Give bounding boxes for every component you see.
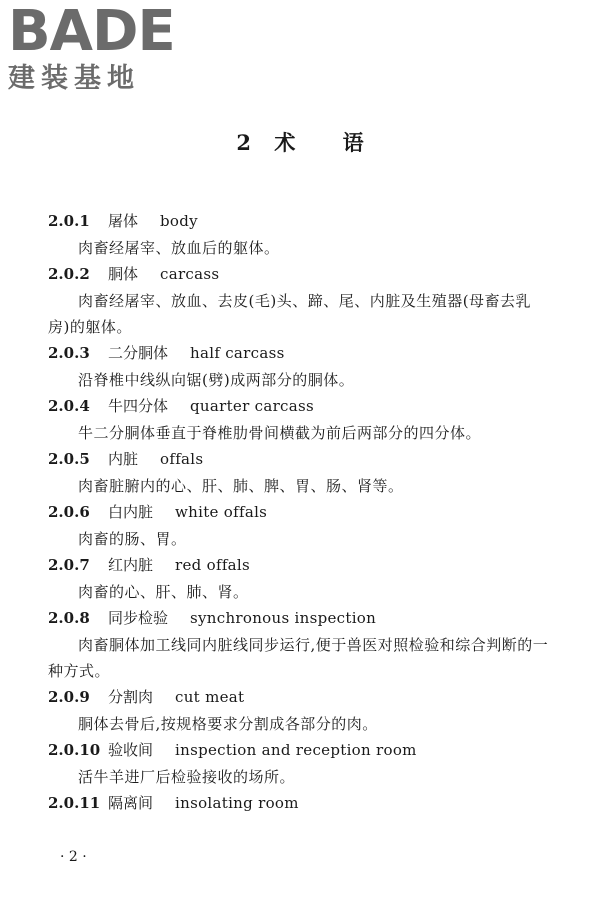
term-number: 2.0.10 bbox=[48, 741, 101, 759]
term-definition-text: 沿脊椎中线纵向锯(劈)成两部分的胴体。 bbox=[78, 371, 355, 389]
term-chinese: 同步检验 bbox=[108, 609, 169, 627]
term-english: inspection and reception room bbox=[175, 741, 417, 759]
term-number: 2.0.6 bbox=[48, 503, 90, 521]
term-entry-heading bbox=[0, 393, 600, 420]
page-number: · 2 · bbox=[60, 849, 87, 865]
term-english: half carcass bbox=[190, 344, 285, 362]
brand-logo bbox=[8, 0, 178, 96]
term-entry-heading bbox=[0, 790, 600, 817]
term-chinese: 屠体 bbox=[108, 212, 139, 230]
term-chinese: 胴体 bbox=[108, 265, 139, 283]
term-definition bbox=[0, 632, 600, 684]
term-entry-heading bbox=[0, 737, 600, 764]
term-chinese: 验收间 bbox=[108, 741, 154, 759]
term-english: cut meat bbox=[175, 688, 245, 706]
term-definition bbox=[0, 235, 600, 261]
term-chinese: 二分胴体 bbox=[108, 344, 169, 362]
term-entry-heading bbox=[0, 499, 600, 526]
term-definition-text: 活牛羊进厂后检验接收的场所。 bbox=[78, 768, 296, 786]
term-entry-heading bbox=[0, 261, 600, 288]
chapter-title-word-2: 语 bbox=[342, 130, 364, 155]
chapter-number: 2 bbox=[236, 130, 251, 155]
term-definition-text: 胴体去骨后,按规格要求分割成各部分的肉。 bbox=[78, 715, 378, 733]
term-english: quarter carcass bbox=[190, 397, 314, 415]
term-chinese: 隔离间 bbox=[108, 794, 154, 812]
term-number: 2.0.11 bbox=[48, 794, 101, 812]
term-english: carcass bbox=[160, 265, 220, 283]
term-number: 2.0.7 bbox=[48, 556, 90, 574]
term-english: synchronous inspection bbox=[190, 609, 377, 627]
term-definition bbox=[0, 526, 600, 552]
term-number: 2.0.5 bbox=[48, 450, 90, 468]
term-definition bbox=[0, 579, 600, 605]
term-definition bbox=[0, 420, 600, 446]
term-list bbox=[0, 208, 600, 817]
term-chinese: 分割肉 bbox=[108, 688, 154, 706]
term-definition bbox=[0, 764, 600, 790]
term-number: 2.0.8 bbox=[48, 609, 90, 627]
term-chinese: 内脏 bbox=[108, 450, 139, 468]
term-entry-heading bbox=[0, 208, 600, 235]
term-number: 2.0.9 bbox=[48, 688, 90, 706]
term-chinese: 牛四分体 bbox=[108, 397, 169, 415]
term-english: offals bbox=[160, 450, 204, 468]
term-definition-text: 肉畜的肠、胃。 bbox=[78, 530, 187, 548]
term-english: insolating room bbox=[175, 794, 299, 812]
term-definition-text: 肉畜经屠宰、放血、去皮(毛)头、蹄、尾、内脏及生殖器(母畜去乳房)的躯体。 bbox=[48, 292, 532, 336]
term-definition bbox=[0, 288, 600, 340]
term-definition-text: 肉畜脏腑内的心、肝、肺、脾、胃、肠、肾等。 bbox=[78, 477, 404, 495]
term-number: 2.0.3 bbox=[48, 344, 90, 362]
term-english: body bbox=[160, 212, 198, 230]
term-entry-heading bbox=[0, 684, 600, 711]
term-definition bbox=[0, 711, 600, 737]
term-english: red offals bbox=[175, 556, 251, 574]
term-entry-heading bbox=[0, 552, 600, 579]
term-entry-heading bbox=[0, 340, 600, 367]
term-definition-text: 肉畜的心、肝、肺、肾。 bbox=[78, 583, 249, 601]
term-entry-heading bbox=[0, 605, 600, 632]
term-entry-heading bbox=[0, 446, 600, 473]
term-number: 2.0.1 bbox=[48, 212, 90, 230]
term-number: 2.0.4 bbox=[48, 397, 90, 415]
term-chinese: 白内脏 bbox=[108, 503, 154, 521]
term-definition-text: 牛二分胴体垂直于脊椎肋骨间横截为前后两部分的四分体。 bbox=[78, 424, 482, 442]
logo-brand-text: BADE bbox=[8, 0, 175, 64]
term-definition-text: 肉畜胴体加工线同内脏线同步运行,便于兽医对照检验和综合判断的一种方式。 bbox=[48, 636, 549, 680]
logo-subtitle: 建装基地 bbox=[8, 63, 140, 94]
term-english: white offals bbox=[175, 503, 268, 521]
term-definition bbox=[0, 473, 600, 499]
term-definition bbox=[0, 367, 600, 393]
chapter-title-word-1: 术 bbox=[274, 130, 296, 155]
term-number: 2.0.2 bbox=[48, 265, 90, 283]
chapter-title bbox=[0, 128, 600, 158]
term-definition-text: 肉畜经屠宰、放血后的躯体。 bbox=[78, 239, 280, 257]
term-chinese: 红内脏 bbox=[108, 556, 154, 574]
